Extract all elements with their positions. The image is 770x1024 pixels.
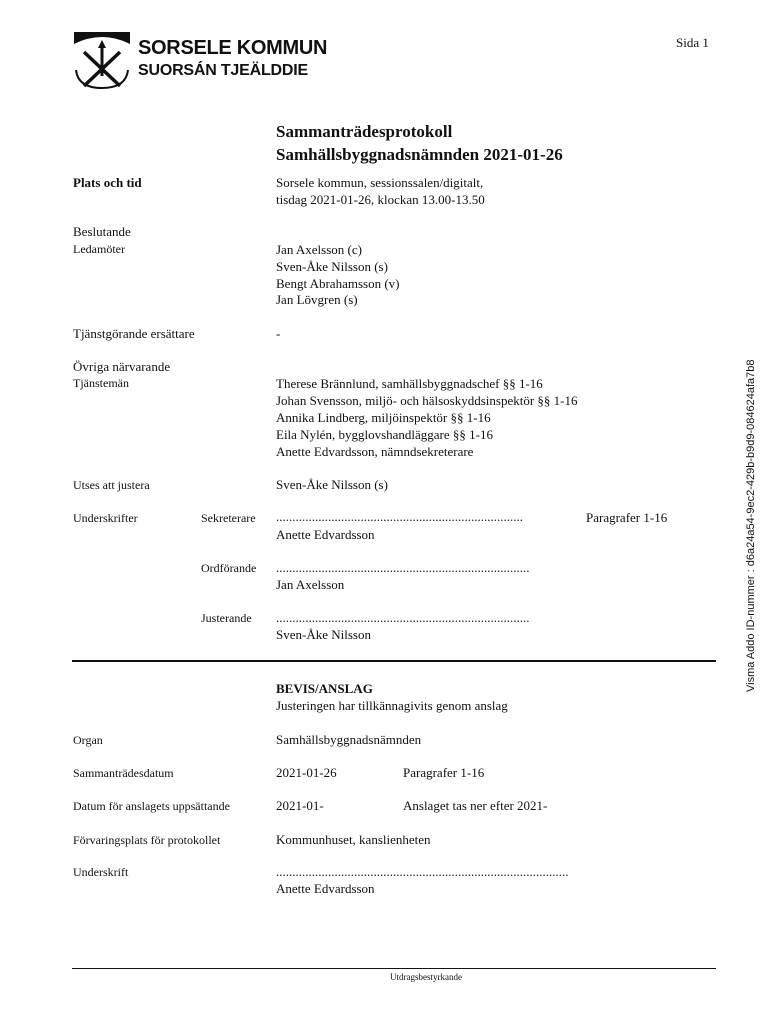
beslutande-heading: Beslutande [73,224,131,239]
justera-label: Utses att justera [73,478,150,492]
sekreterare-paragrafer: Paragrafer 1-16 [586,510,668,525]
footer-text: Utdragsbestyrkande [390,972,462,982]
uppsattande-label: Datum för anslagets uppsättande [73,799,230,813]
underskrift-name: Anette Edvardsson [276,881,375,896]
official-5: Anette Edvardsson, nämndsekreterare [276,444,474,459]
underskrifter-label: Underskrifter [73,511,138,525]
sekreterare-signature-line: ............................................................................ [276,509,523,524]
official-2: Johan Svensson, miljö- och hälsoskyddsinspektör §§ 1-16 [276,393,578,408]
plats-label: Plats och tid [73,175,142,190]
member-1: Jan Axelsson (c) [276,242,362,257]
sekreterare-name: Anette Edvardsson [276,527,375,542]
justera-value: Sven-Åke Nilsson (s) [276,477,388,492]
official-3: Annika Lindberg, miljöinspektör §§ 1-16 [276,410,491,425]
sekreterare-role: Sekreterare [201,511,256,525]
organ-label: Organ [73,733,103,747]
member-2: Sven-Åke Nilsson (s) [276,259,388,274]
bevis-heading: BEVIS/ANSLAG [276,681,373,696]
official-4: Eila Nylén, bygglovshandläggare §§ 1-16 [276,427,493,442]
section-divider [72,660,716,662]
document-title: Sammanträdesprotokoll [276,122,453,141]
ordforande-signature-line: .............................................................................. [276,560,530,575]
underskrift-label: Underskrift [73,865,129,879]
uppsattande-value: 2021-01- [276,798,324,813]
footer-divider [72,968,716,969]
justerande-role: Justerande [201,611,252,625]
justerande-name: Sven-Åke Nilsson [276,627,371,642]
sammantradesdatum-label: Sammanträdesdatum [73,766,174,780]
forvaringsplats-label: Förvaringsplats för protokollet [73,833,221,847]
member-4: Jan Lövgren (s) [276,292,358,307]
ordforande-role: Ordförande [201,561,257,575]
underskrift-signature-line: .......................................................................................... [276,864,569,879]
organ-value: Samhällsbyggnadsnämnden [276,732,422,747]
member-3: Bengt Abrahamsson (v) [276,276,400,291]
bevis-subtitle: Justeringen har tillkännagivits genom anslag [276,698,508,713]
municipality-crest-icon [72,30,132,90]
ledamoter-label: Ledamöter [73,242,125,256]
official-1: Therese Brännlund, samhällsbyggnadschef §§ 1-16 [276,376,543,391]
plats-line-1: Sorsele kommun, sessionssalen/digitalt, [276,175,484,190]
ersattare-value: - [276,326,281,341]
ordforande-name: Jan Axelsson [276,577,345,592]
plats-line-2: tisdag 2021-01-26, klockan 13.00-13.50 [276,192,485,207]
sammantradesdatum-value: 2021-01-26 [276,765,337,780]
visma-addo-id: Visma Addo ID-nummer : d6a24a54-9ec2-429b-b9d9-084624afa7b8 [745,359,757,692]
page-number: Sida 1 [676,35,709,50]
bevis-paragrafer: Paragrafer 1-16 [403,765,485,780]
ovriga-heading: Övriga närvarande [73,359,171,374]
tjansteman-label: Tjänstemän [73,376,129,390]
forvaringsplats-value: Kommunhuset, kanslienheten [276,832,431,847]
ersattare-label: Tjänstgörande ersättare [73,326,195,341]
document-subtitle: Samhällsbyggnadsnämnden 2021-01-26 [276,145,563,164]
nertagande-value: Anslaget tas ner efter 2021- [403,798,548,813]
justerande-signature-line: .............................................................................. [276,610,530,625]
logo-line-2: SUORSÁN TJEÄLDDIE [138,62,308,79]
logo-line-1: SORSELE KOMMUN [138,37,328,59]
